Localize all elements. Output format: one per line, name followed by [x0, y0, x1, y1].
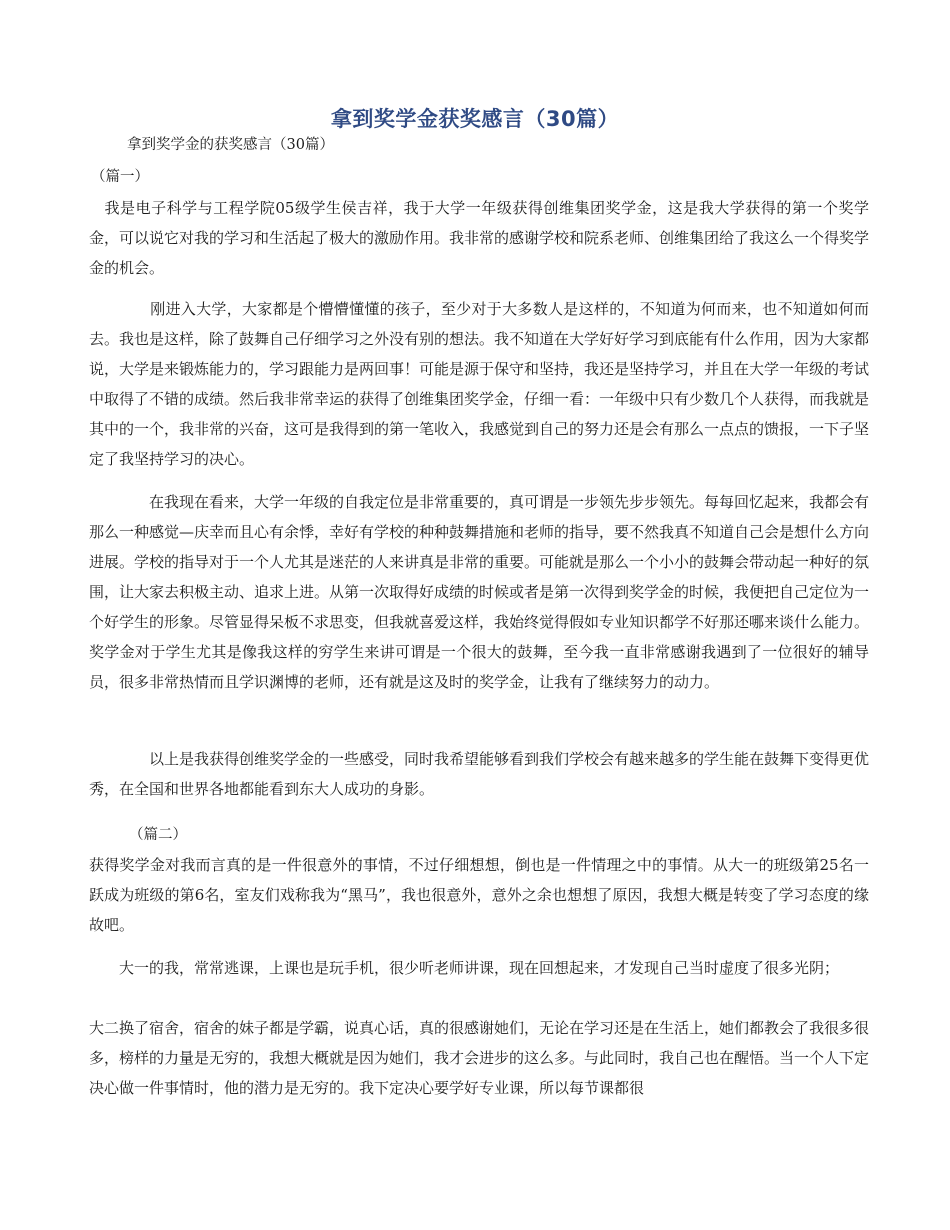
paragraph: 获得奖学金对我而言真的是一件很意外的事情，不过仔细想想，倒也是一件情理之中的事情。从大一的班级第25名一跃成为班级的第6名，室友们戏称我为“黑马”，我也很意外，意外之余也想想了原因，我想大概是转变了学习态度的缘故吧。: [89, 856, 869, 934]
paragraph: 在我现在看来，大学一年级的自我定位是非常重要的，真可谓是一步领先步步领先。每每回忆起来，我都会有那么一种感觉—庆幸而且心有余悸，幸好有学校的种种鼓舞措施和老师的指导，要不然我真不知道自己会是想什么方向进展。学校的指导对于一个人尤其是迷茫的人来讲真是非常的重要。可能就是那么一个小小的鼓舞会带动起一种好的氛围，让大家去积极主动、追求上进。从第一次取得好成绩的时候或者是第一次得到奖学金的时候，我便把自己定位为一个好学生的形象。尽管显得呆板不求思变，但我就喜爱这样，我始终觉得假如专业知识都学不好那还哪来谈什么能力。奖学金对于学生尤其是像我这样的穷学生来讲可谓是一个很大的鼓舞，至今我一直非常感谢我遇到了一位很好的辅导员，很多非常热情而且学识渊博的老师，还有就是这及时的奖学金，让我有了继续努力的动力。: [89, 493, 870, 691]
document-title: 拿到奖学金获奖感言（30篇）: [330, 107, 620, 131]
paragraph: 以上是我获得创维奖学金的一些感受，同时我希望能够看到我们学校会有越来越多的学生能在鼓舞下变得更优秀，在全国和世界各地都能看到东大人成功的身影。: [89, 750, 870, 798]
section-label-2: （篇二）: [129, 827, 187, 843]
document-subtitle: 拿到奖学金的获奖感言（30篇）: [127, 137, 334, 153]
paragraph: 大一的我，常常逃课，上课也是玩手机，很少听老师讲课，现在回想起来，才发现自己当时虚度了很多光阴；: [89, 959, 840, 977]
paragraph: 大二换了宿舍，宿舍的妹子都是学霸，说真心话，真的很感谢她们，无论在学习还是在生活上，她们都教会了我很多很多，榜样的力量是无穷的，我想大概就是因为她们，我才会进步的这么多。与此同时，我自己也在醒悟。当一个人下定决心做一件事情时，他的潜力是无穷的。我下定决心要学好专业课，所以每节课都很: [89, 1019, 870, 1097]
paragraph: 刚进入大学，大家都是个懵懵懂懂的孩子，至少对于大多数人是这样的，不知道为何而来，也不知道如何而去。我也是这样，除了鼓舞自己仔细学习之外没有别的想法。我不知道在大学好好学习到底能有什么作用，因为大家都说，大学是来锻炼能力的，学习跟能力是两回事！可能是源于保守和坚持，我还是坚持学习，并且在大学一年级的考试中取得了不错的成绩。然后我非常幸运的获得了创维集团奖学金，仔细一看：一年级中只有少数几个人获得，而我就是其中的一个，我非常的兴奋，这可是我得到的第一笔收入，我感觉到自己的努力还是会有那么一点点的馈报，一下子坚定了我坚持学习的决心。: [89, 300, 870, 468]
paragraph: 我是电子科学与工程学院05级学生侯吉祥，我于大学一年级获得创维集团奖学金，这是我大学获得的第一个奖学金，可以说它对我的学习和生活起了极大的激励作用。我非常的感谢学校和院系老师、创维集团给了我这么一个得奖学金的机会。: [89, 199, 870, 277]
section-label-1: （篇一）: [91, 169, 149, 185]
